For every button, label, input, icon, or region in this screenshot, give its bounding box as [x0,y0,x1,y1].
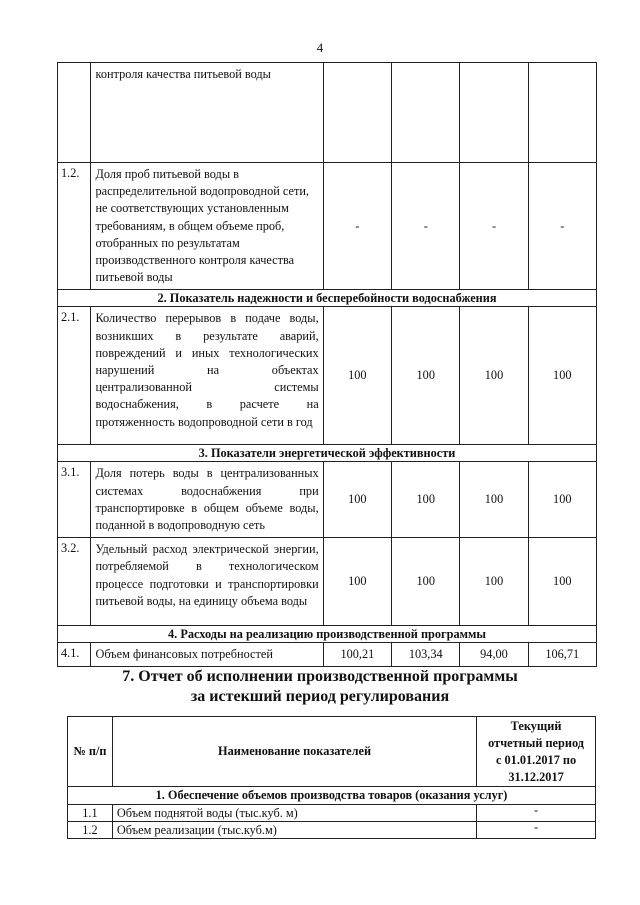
row-name: Доля проб питьевой воды в распределительной водопроводной сети, не соответствующих установленным требованиям, в общем объеме проб, отобранных по результатам производственного контроля качества питьевой воды [91,163,323,290]
header-period-line: отчетный период [488,735,584,750]
row-value: - [460,163,528,290]
row-value: 100 [460,307,528,445]
row-number: 1.1 [68,805,113,822]
row-number: 2.1. [58,307,91,445]
section-title: 4. Расходы на реализацию производственной программы [58,626,597,643]
row-value: 103,34 [392,643,460,667]
row-value: 100 [323,462,391,538]
report-table [67,716,596,839]
header-period-line: Текущий [510,718,562,733]
row-value: - [528,163,596,290]
table-row [58,307,597,445]
page-number: 4 [316,40,324,55]
row-value: 100 [392,307,460,445]
row-value: - [477,805,596,822]
row-name: Количество перерывов в подаче воды, возникших в результате аварий, повреждений и иных технологических нарушений на объектах централизованной системы водоснабжения, в расчете на протяженность водопроводной сети в год [91,307,323,445]
section-row [58,626,597,643]
table-row [58,163,597,290]
row-number: 3.2. [58,538,91,626]
row-value: - [323,163,391,290]
section-row [68,787,596,805]
section-row [58,290,597,307]
row-number: 1.2 [68,822,113,839]
row-value [392,63,460,163]
table-row [58,538,597,626]
report-table-header-row [68,717,596,787]
row-value: 100 [460,462,528,538]
row-value [528,63,596,163]
table-row [68,805,596,822]
row-value: 100 [528,538,596,626]
row-value: 100 [528,307,596,445]
row-value [460,63,528,163]
row-name: Удельный расход электрической энергии, потребляемой в технологическом процессе подготовки и транспортировки питьевой воды, на единицу объема воды [91,538,323,626]
header-period-line: 31.12.2017 [508,769,564,784]
row-name: Доля потерь воды в централизованных системах водоснабжения при транспортировке в общем объеме воды, поданной в водопроводную сеть [91,462,323,538]
section-title: 1. Обеспечение объемов производства товаров (оказания услуг) [68,787,596,805]
row-number: 4.1. [58,643,91,667]
table-row [58,63,597,163]
row-value: 100,21 [323,643,391,667]
row-value: 100 [323,538,391,626]
table-row [58,462,597,538]
header-period [477,717,596,787]
table-row [58,643,597,667]
table-row [68,822,596,839]
row-value: 100 [392,538,460,626]
row-value: 100 [323,307,391,445]
row-name: Объем реализации (тыс.куб.м) [112,822,476,839]
row-name: контроля качества питьевой воды [91,63,323,163]
row-value: - [477,822,596,839]
row-value: 100 [392,462,460,538]
header-name: Наименование показателей [112,717,476,787]
row-value: - [392,163,460,290]
section-7-title-line-1: 7. Отчет об исполнении производственной программы [122,668,518,685]
header-period-line: с 01.01.2017 по [495,752,577,767]
section-title: 2. Показатель надежности и бесперебойности водоснабжения [58,290,597,307]
row-value: 94,00 [460,643,528,667]
row-value: 100 [460,538,528,626]
row-number: 1.2. [58,163,91,290]
row-name: Объем поднятой воды (тыс.куб. м) [112,805,476,822]
row-name: Объем финансовых потребностей [91,643,323,667]
indicators-table [57,62,597,667]
row-value: 106,71 [528,643,596,667]
row-number: 3.1. [58,462,91,538]
section-row [58,445,597,462]
row-number [58,63,91,163]
row-value: 100 [528,462,596,538]
section-7-title-line-2: за истекший период регулирования [190,688,450,705]
row-value [323,63,391,163]
header-num: № п/п [68,717,113,787]
section-title: 3. Показатели энергетической эффективности [58,445,597,462]
